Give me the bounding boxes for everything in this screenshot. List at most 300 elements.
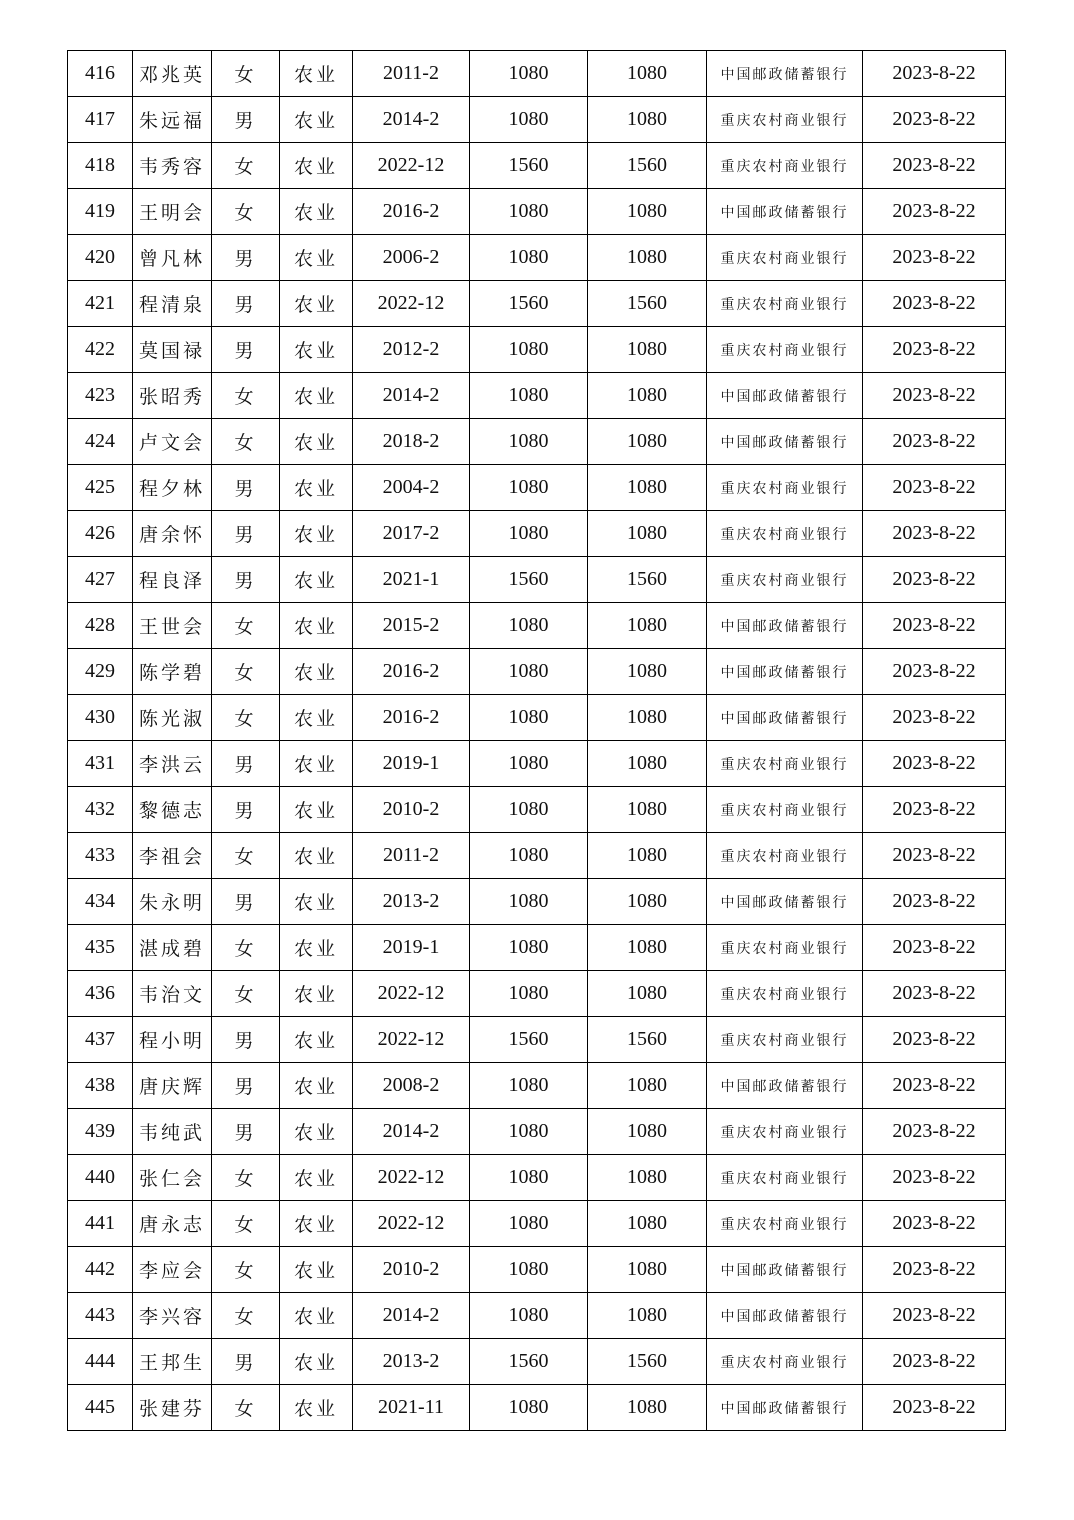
bank-name-cell: 重庆农村商业银行 [707, 833, 863, 879]
person-name: 张仁会 [133, 1155, 212, 1201]
table-row [68, 1247, 1006, 1293]
paid-amount-cell: 1080 [588, 1385, 707, 1431]
amount-cell: 1080 [470, 511, 588, 557]
row-number: 443 [68, 1293, 133, 1339]
amount-cell: 1080 [470, 879, 588, 925]
bank-name-cell: 重庆农村商业银行 [707, 465, 863, 511]
bank-name-cell: 中国邮政储蓄银行 [707, 419, 863, 465]
bank-name-cell: 中国邮政储蓄银行 [707, 189, 863, 235]
row-number: 427 [68, 557, 133, 603]
occupation-cell: 农业 [280, 971, 353, 1017]
amount-cell: 1080 [470, 327, 588, 373]
amount-cell: 1560 [470, 281, 588, 327]
occupation-cell: 农业 [280, 1017, 353, 1063]
table-row [68, 741, 1006, 787]
table-row [68, 1017, 1006, 1063]
person-name: 邓兆英 [133, 51, 212, 97]
start-date-cell: 2006-2 [353, 235, 470, 281]
person-name: 李兴容 [133, 1293, 212, 1339]
payment-date-cell: 2023-8-22 [863, 327, 1006, 373]
row-number: 441 [68, 1201, 133, 1247]
table-row [68, 419, 1006, 465]
paid-amount-cell: 1080 [588, 649, 707, 695]
person-name: 张建芬 [133, 1385, 212, 1431]
payment-date-cell: 2023-8-22 [863, 1293, 1006, 1339]
gender-cell: 男 [212, 465, 280, 511]
row-number: 416 [68, 51, 133, 97]
start-date-cell: 2014-2 [353, 373, 470, 419]
occupation-cell: 农业 [280, 1109, 353, 1155]
payment-date-cell: 2023-8-22 [863, 1017, 1006, 1063]
amount-cell: 1080 [470, 925, 588, 971]
start-date-cell: 2021-1 [353, 557, 470, 603]
gender-cell: 女 [212, 1247, 280, 1293]
amount-cell: 1080 [470, 1155, 588, 1201]
table-row [68, 143, 1006, 189]
amount-cell: 1080 [470, 97, 588, 143]
bank-name-cell: 重庆农村商业银行 [707, 1155, 863, 1201]
start-date-cell: 2011-2 [353, 833, 470, 879]
payment-date-cell: 2023-8-22 [863, 649, 1006, 695]
bank-name-cell: 重庆农村商业银行 [707, 281, 863, 327]
person-name: 韦治文 [133, 971, 212, 1017]
gender-cell: 女 [212, 695, 280, 741]
amount-cell: 1080 [470, 189, 588, 235]
bank-name-cell: 重庆农村商业银行 [707, 1339, 863, 1385]
paid-amount-cell: 1560 [588, 281, 707, 327]
occupation-cell: 农业 [280, 741, 353, 787]
table-row [68, 1339, 1006, 1385]
start-date-cell: 2022-12 [353, 971, 470, 1017]
table-row [68, 189, 1006, 235]
table-row [68, 971, 1006, 1017]
paid-amount-cell: 1080 [588, 465, 707, 511]
bank-name-cell: 重庆农村商业银行 [707, 1109, 863, 1155]
bank-name-cell: 重庆农村商业银行 [707, 971, 863, 1017]
gender-cell: 男 [212, 557, 280, 603]
payment-date-cell: 2023-8-22 [863, 879, 1006, 925]
payment-date-cell: 2023-8-22 [863, 1201, 1006, 1247]
gender-cell: 男 [212, 1017, 280, 1063]
occupation-cell: 农业 [280, 235, 353, 281]
occupation-cell: 农业 [280, 925, 353, 971]
start-date-cell: 2010-2 [353, 1247, 470, 1293]
gender-cell: 女 [212, 373, 280, 419]
amount-cell: 1080 [470, 833, 588, 879]
gender-cell: 男 [212, 741, 280, 787]
paid-amount-cell: 1080 [588, 695, 707, 741]
row-number: 444 [68, 1339, 133, 1385]
payment-date-cell: 2023-8-22 [863, 1247, 1006, 1293]
occupation-cell: 农业 [280, 1247, 353, 1293]
person-name: 陈学碧 [133, 649, 212, 695]
table-row [68, 925, 1006, 971]
bank-name-cell: 重庆农村商业银行 [707, 1201, 863, 1247]
occupation-cell: 农业 [280, 511, 353, 557]
occupation-cell: 农业 [280, 97, 353, 143]
amount-cell: 1080 [470, 1109, 588, 1155]
amount-cell: 1080 [470, 1247, 588, 1293]
paid-amount-cell: 1080 [588, 833, 707, 879]
payment-date-cell: 2023-8-22 [863, 833, 1006, 879]
table-row [68, 1063, 1006, 1109]
person-name: 湛成碧 [133, 925, 212, 971]
row-number: 435 [68, 925, 133, 971]
row-number: 417 [68, 97, 133, 143]
payment-date-cell: 2023-8-22 [863, 189, 1006, 235]
amount-cell: 1080 [470, 373, 588, 419]
paid-amount-cell: 1080 [588, 879, 707, 925]
bank-name-cell: 中国邮政储蓄银行 [707, 1385, 863, 1431]
gender-cell: 女 [212, 925, 280, 971]
gender-cell: 女 [212, 603, 280, 649]
table-row [68, 1385, 1006, 1431]
person-name: 朱远福 [133, 97, 212, 143]
person-name: 韦秀容 [133, 143, 212, 189]
bank-name-cell: 中国邮政储蓄银行 [707, 1293, 863, 1339]
payment-date-cell: 2023-8-22 [863, 557, 1006, 603]
paid-amount-cell: 1080 [588, 971, 707, 1017]
payment-date-cell: 2023-8-22 [863, 235, 1006, 281]
gender-cell: 女 [212, 1201, 280, 1247]
table-row [68, 235, 1006, 281]
amount-cell: 1080 [470, 419, 588, 465]
person-name: 王明会 [133, 189, 212, 235]
gender-cell: 男 [212, 281, 280, 327]
gender-cell: 男 [212, 1063, 280, 1109]
paid-amount-cell: 1080 [588, 741, 707, 787]
occupation-cell: 农业 [280, 419, 353, 465]
start-date-cell: 2022-12 [353, 1201, 470, 1247]
start-date-cell: 2013-2 [353, 1339, 470, 1385]
table-row [68, 1109, 1006, 1155]
start-date-cell: 2021-11 [353, 1385, 470, 1431]
payment-date-cell: 2023-8-22 [863, 373, 1006, 419]
occupation-cell: 农业 [280, 51, 353, 97]
row-number: 438 [68, 1063, 133, 1109]
table-row [68, 879, 1006, 925]
occupation-cell: 农业 [280, 1385, 353, 1431]
gender-cell: 女 [212, 649, 280, 695]
amount-cell: 1560 [470, 143, 588, 189]
occupation-cell: 农业 [280, 833, 353, 879]
gender-cell: 男 [212, 511, 280, 557]
row-number: 440 [68, 1155, 133, 1201]
occupation-cell: 农业 [280, 695, 353, 741]
table-row [68, 695, 1006, 741]
table-row [68, 51, 1006, 97]
paid-amount-cell: 1560 [588, 557, 707, 603]
person-name: 莫国禄 [133, 327, 212, 373]
paid-amount-cell: 1080 [588, 1155, 707, 1201]
bank-name-cell: 中国邮政储蓄银行 [707, 51, 863, 97]
person-name: 唐永志 [133, 1201, 212, 1247]
table-row [68, 649, 1006, 695]
occupation-cell: 农业 [280, 787, 353, 833]
paid-amount-cell: 1560 [588, 1339, 707, 1385]
table-row [68, 327, 1006, 373]
amount-cell: 1080 [470, 1385, 588, 1431]
payment-date-cell: 2023-8-22 [863, 695, 1006, 741]
table-row [68, 603, 1006, 649]
occupation-cell: 农业 [280, 879, 353, 925]
paid-amount-cell: 1080 [588, 97, 707, 143]
row-number: 431 [68, 741, 133, 787]
start-date-cell: 2019-1 [353, 925, 470, 971]
gender-cell: 女 [212, 51, 280, 97]
start-date-cell: 2015-2 [353, 603, 470, 649]
payment-date-cell: 2023-8-22 [863, 787, 1006, 833]
bank-name-cell: 重庆农村商业银行 [707, 511, 863, 557]
start-date-cell: 2012-2 [353, 327, 470, 373]
occupation-cell: 农业 [280, 1155, 353, 1201]
gender-cell: 女 [212, 1293, 280, 1339]
gender-cell: 男 [212, 235, 280, 281]
row-number: 439 [68, 1109, 133, 1155]
start-date-cell: 2010-2 [353, 787, 470, 833]
person-name: 唐余怀 [133, 511, 212, 557]
start-date-cell: 2011-2 [353, 51, 470, 97]
start-date-cell: 2022-12 [353, 143, 470, 189]
start-date-cell: 2016-2 [353, 695, 470, 741]
gender-cell: 女 [212, 1385, 280, 1431]
bank-name-cell: 重庆农村商业银行 [707, 97, 863, 143]
paid-amount-cell: 1080 [588, 235, 707, 281]
amount-cell: 1080 [470, 695, 588, 741]
table-row [68, 833, 1006, 879]
row-number: 419 [68, 189, 133, 235]
bank-name-cell: 中国邮政储蓄银行 [707, 695, 863, 741]
person-name: 朱永明 [133, 879, 212, 925]
row-number: 428 [68, 603, 133, 649]
amount-cell: 1080 [470, 603, 588, 649]
start-date-cell: 2022-12 [353, 1017, 470, 1063]
gender-cell: 男 [212, 1109, 280, 1155]
amount-cell: 1080 [470, 1293, 588, 1339]
occupation-cell: 农业 [280, 281, 353, 327]
occupation-cell: 农业 [280, 327, 353, 373]
table-row [68, 465, 1006, 511]
paid-amount-cell: 1080 [588, 787, 707, 833]
start-date-cell: 2017-2 [353, 511, 470, 557]
start-date-cell: 2018-2 [353, 419, 470, 465]
document-page [67, 50, 1006, 1431]
payment-date-cell: 2023-8-22 [863, 971, 1006, 1017]
table-row [68, 511, 1006, 557]
paid-amount-cell: 1080 [588, 1201, 707, 1247]
person-name: 韦纯武 [133, 1109, 212, 1155]
start-date-cell: 2008-2 [353, 1063, 470, 1109]
table-row [68, 787, 1006, 833]
payment-date-cell: 2023-8-22 [863, 143, 1006, 189]
person-name: 程清泉 [133, 281, 212, 327]
person-name: 曾凡林 [133, 235, 212, 281]
amount-cell: 1080 [470, 787, 588, 833]
paid-amount-cell: 1080 [588, 1063, 707, 1109]
start-date-cell: 2014-2 [353, 97, 470, 143]
payment-date-cell: 2023-8-22 [863, 1385, 1006, 1431]
bank-name-cell: 重庆农村商业银行 [707, 1017, 863, 1063]
table-row [68, 373, 1006, 419]
table-row [68, 557, 1006, 603]
person-name: 程良泽 [133, 557, 212, 603]
row-number: 420 [68, 235, 133, 281]
amount-cell: 1080 [470, 465, 588, 511]
start-date-cell: 2022-12 [353, 1155, 470, 1201]
payment-date-cell: 2023-8-22 [863, 51, 1006, 97]
payment-date-cell: 2023-8-22 [863, 1155, 1006, 1201]
amount-cell: 1080 [470, 971, 588, 1017]
start-date-cell: 2016-2 [353, 649, 470, 695]
table-row [68, 1293, 1006, 1339]
paid-amount-cell: 1080 [588, 925, 707, 971]
row-number: 430 [68, 695, 133, 741]
person-name: 程小明 [133, 1017, 212, 1063]
occupation-cell: 农业 [280, 1293, 353, 1339]
payment-date-cell: 2023-8-22 [863, 281, 1006, 327]
row-number: 434 [68, 879, 133, 925]
person-name: 陈光淑 [133, 695, 212, 741]
person-name: 卢文会 [133, 419, 212, 465]
payment-date-cell: 2023-8-22 [863, 465, 1006, 511]
person-name: 李洪云 [133, 741, 212, 787]
row-number: 445 [68, 1385, 133, 1431]
row-number: 418 [68, 143, 133, 189]
row-number: 421 [68, 281, 133, 327]
occupation-cell: 农业 [280, 1339, 353, 1385]
person-name: 李祖会 [133, 833, 212, 879]
gender-cell: 男 [212, 1339, 280, 1385]
gender-cell: 女 [212, 189, 280, 235]
bank-name-cell: 中国邮政储蓄银行 [707, 603, 863, 649]
start-date-cell: 2022-12 [353, 281, 470, 327]
payment-date-cell: 2023-8-22 [863, 1063, 1006, 1109]
amount-cell: 1080 [470, 741, 588, 787]
paid-amount-cell: 1080 [588, 419, 707, 465]
start-date-cell: 2016-2 [353, 189, 470, 235]
gender-cell: 女 [212, 1155, 280, 1201]
table-row [68, 1155, 1006, 1201]
bank-name-cell: 重庆农村商业银行 [707, 741, 863, 787]
occupation-cell: 农业 [280, 189, 353, 235]
gender-cell: 男 [212, 97, 280, 143]
row-number: 426 [68, 511, 133, 557]
occupation-cell: 农业 [280, 465, 353, 511]
bank-name-cell: 重庆农村商业银行 [707, 787, 863, 833]
occupation-cell: 农业 [280, 373, 353, 419]
row-number: 424 [68, 419, 133, 465]
row-number: 442 [68, 1247, 133, 1293]
occupation-cell: 农业 [280, 1063, 353, 1109]
payment-date-cell: 2023-8-22 [863, 419, 1006, 465]
bank-name-cell: 重庆农村商业银行 [707, 143, 863, 189]
gender-cell: 男 [212, 327, 280, 373]
paid-amount-cell: 1080 [588, 1247, 707, 1293]
roster-table [67, 50, 1006, 1431]
occupation-cell: 农业 [280, 603, 353, 649]
gender-cell: 女 [212, 971, 280, 1017]
row-number: 429 [68, 649, 133, 695]
row-number: 432 [68, 787, 133, 833]
start-date-cell: 2014-2 [353, 1293, 470, 1339]
bank-name-cell: 重庆农村商业银行 [707, 925, 863, 971]
gender-cell: 女 [212, 833, 280, 879]
row-number: 425 [68, 465, 133, 511]
row-number: 433 [68, 833, 133, 879]
person-name: 程夕林 [133, 465, 212, 511]
gender-cell: 女 [212, 419, 280, 465]
gender-cell: 男 [212, 787, 280, 833]
person-name: 王世会 [133, 603, 212, 649]
table-row [68, 1201, 1006, 1247]
amount-cell: 1560 [470, 1339, 588, 1385]
paid-amount-cell: 1080 [588, 1109, 707, 1155]
paid-amount-cell: 1080 [588, 189, 707, 235]
table-row [68, 97, 1006, 143]
amount-cell: 1080 [470, 1063, 588, 1109]
row-number: 437 [68, 1017, 133, 1063]
person-name: 王邦生 [133, 1339, 212, 1385]
start-date-cell: 2019-1 [353, 741, 470, 787]
bank-name-cell: 重庆农村商业银行 [707, 235, 863, 281]
start-date-cell: 2013-2 [353, 879, 470, 925]
paid-amount-cell: 1080 [588, 327, 707, 373]
amount-cell: 1560 [470, 557, 588, 603]
bank-name-cell: 中国邮政储蓄银行 [707, 373, 863, 419]
row-number: 436 [68, 971, 133, 1017]
occupation-cell: 农业 [280, 557, 353, 603]
bank-name-cell: 中国邮政储蓄银行 [707, 879, 863, 925]
table-row [68, 281, 1006, 327]
bank-name-cell: 中国邮政储蓄银行 [707, 1247, 863, 1293]
payment-date-cell: 2023-8-22 [863, 1109, 1006, 1155]
occupation-cell: 农业 [280, 143, 353, 189]
occupation-cell: 农业 [280, 649, 353, 695]
person-name: 黎德志 [133, 787, 212, 833]
payment-date-cell: 2023-8-22 [863, 603, 1006, 649]
gender-cell: 男 [212, 879, 280, 925]
bank-name-cell: 重庆农村商业银行 [707, 557, 863, 603]
row-number: 423 [68, 373, 133, 419]
start-date-cell: 2014-2 [353, 1109, 470, 1155]
bank-name-cell: 重庆农村商业银行 [707, 327, 863, 373]
amount-cell: 1560 [470, 1017, 588, 1063]
bank-name-cell: 中国邮政储蓄银行 [707, 649, 863, 695]
person-name: 李应会 [133, 1247, 212, 1293]
paid-amount-cell: 1080 [588, 1293, 707, 1339]
paid-amount-cell: 1560 [588, 1017, 707, 1063]
payment-date-cell: 2023-8-22 [863, 511, 1006, 557]
start-date-cell: 2004-2 [353, 465, 470, 511]
paid-amount-cell: 1560 [588, 143, 707, 189]
person-name: 张昭秀 [133, 373, 212, 419]
paid-amount-cell: 1080 [588, 51, 707, 97]
paid-amount-cell: 1080 [588, 603, 707, 649]
payment-date-cell: 2023-8-22 [863, 741, 1006, 787]
occupation-cell: 农业 [280, 1201, 353, 1247]
amount-cell: 1080 [470, 51, 588, 97]
person-name: 唐庆辉 [133, 1063, 212, 1109]
payment-date-cell: 2023-8-22 [863, 97, 1006, 143]
row-number: 422 [68, 327, 133, 373]
amount-cell: 1080 [470, 1201, 588, 1247]
paid-amount-cell: 1080 [588, 511, 707, 557]
gender-cell: 女 [212, 143, 280, 189]
bank-name-cell: 中国邮政储蓄银行 [707, 1063, 863, 1109]
payment-date-cell: 2023-8-22 [863, 925, 1006, 971]
roster-body [68, 51, 1006, 1431]
amount-cell: 1080 [470, 649, 588, 695]
